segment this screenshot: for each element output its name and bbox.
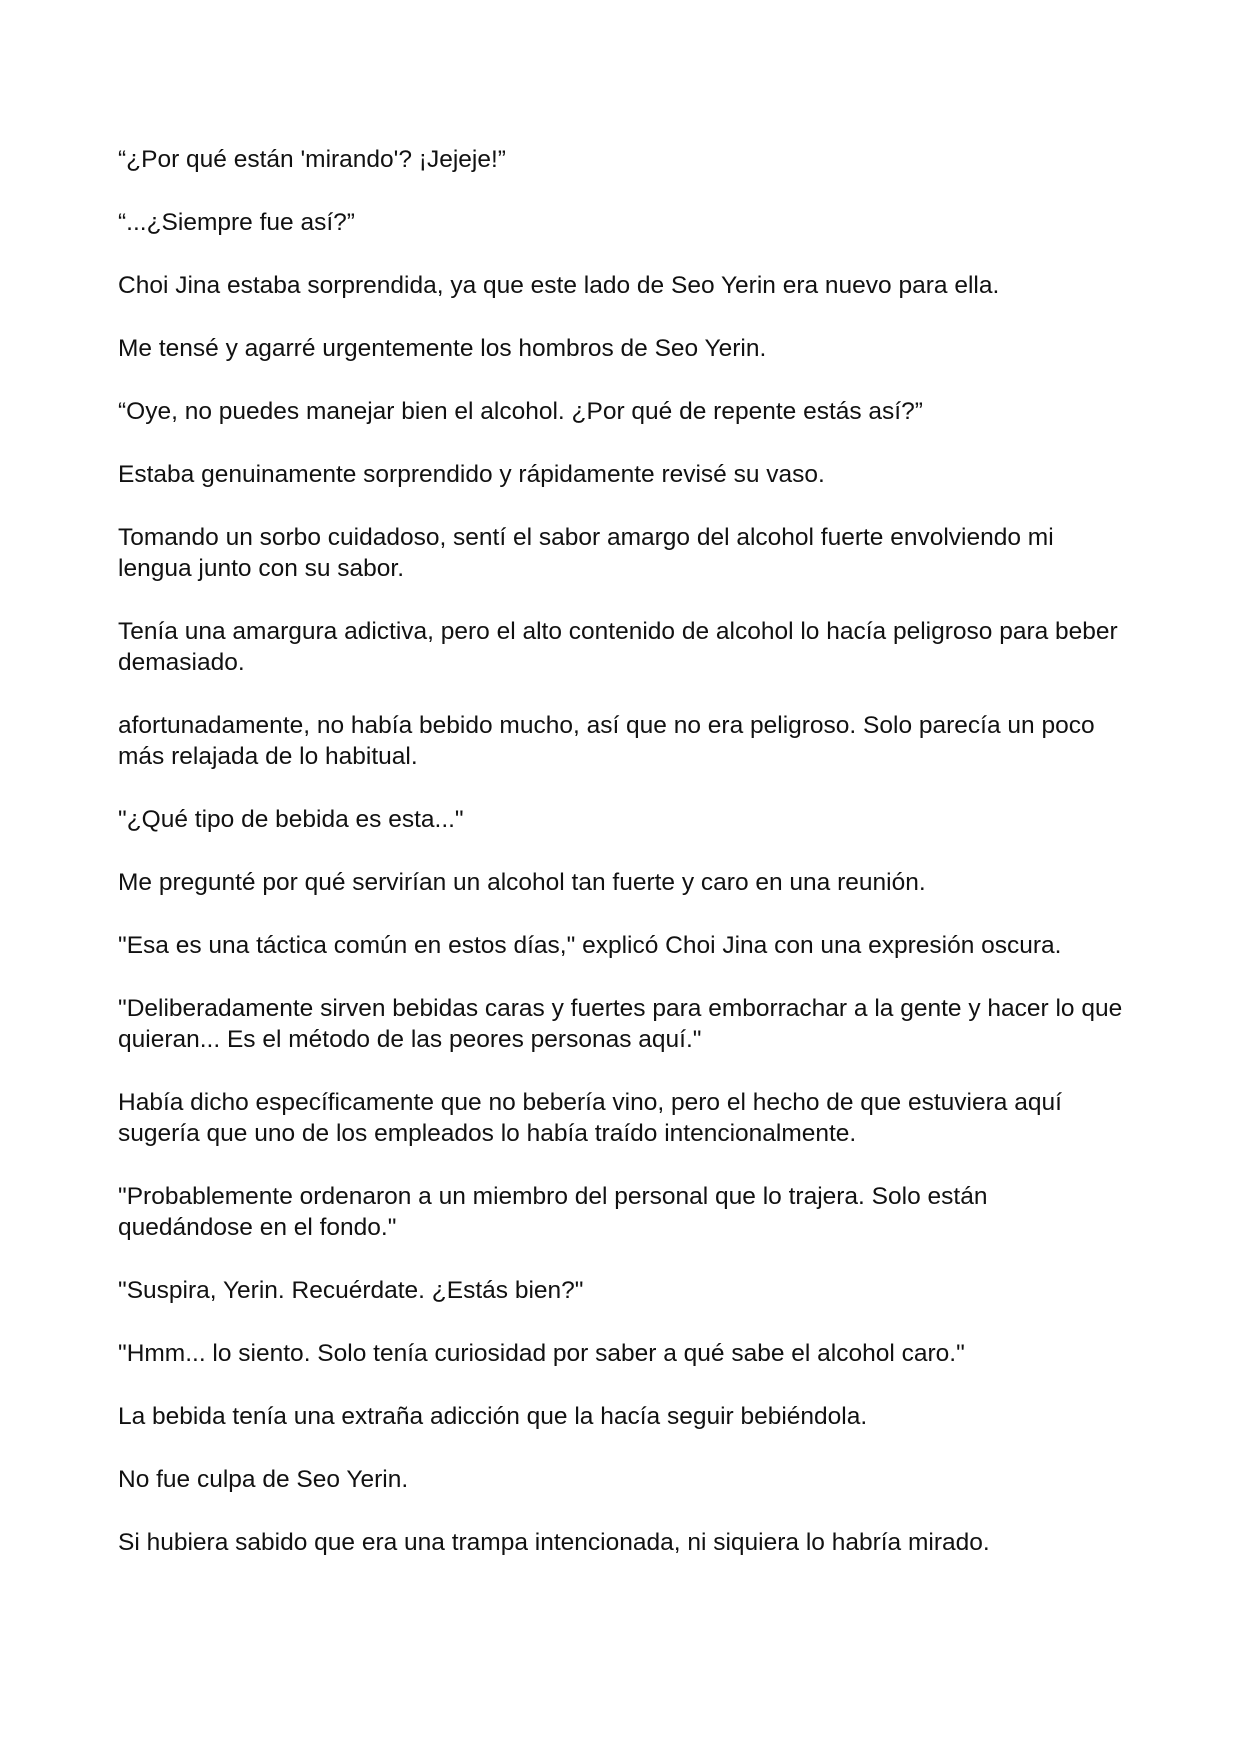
paragraph-20: Si hubiera sabido que era una trampa intencionada, ni siquiera lo habría mirado. [118,1529,990,1556]
paragraph-12: "Esa es una táctica común en estos días," explicó Choi Jina con una expresión oscura. [118,932,1062,959]
paragraph-19: No fue culpa de Seo Yerin. [118,1466,409,1493]
paragraph-18: La bebida tenía una extraña adicción que la hacía seguir bebiéndola. [118,1403,868,1430]
paragraph-8: Tenía una amargura adictiva, pero el alto contenido de alcohol lo hacía peligroso para beber demasiado. [118,618,1118,676]
paragraph-2: “...¿Siempre fue así?” [118,209,355,236]
paragraph-16: "Suspira, Yerin. Recuérdate. ¿Estás bien?" [118,1277,584,1304]
paragraph-4: Me tensé y agarré urgentemente los hombros de Seo Yerin. [118,335,767,362]
paragraph-7: Tomando un sorbo cuidadoso, sentí el sabor amargo del alcohol fuerte envolviendo mi lengua junto con su sabor. [118,524,1054,582]
paragraph-15: "Probablemente ordenaron a un miembro del personal que lo trajera. Solo están quedándose en el fondo." [118,1183,988,1241]
paragraph-6: Estaba genuinamente sorprendido y rápidamente revisé su vaso. [118,461,825,488]
paragraph-14: Había dicho específicamente que no bebería vino, pero el hecho de que estuviera aquí sugería que uno de los empleados lo había traído intencionalmente. [118,1089,1062,1147]
paragraph-9: afortunadamente, no había bebido mucho, así que no era peligroso. Solo parecía un poco más relajada de lo habitual. [118,712,1095,770]
paragraph-13: "Deliberadamente sirven bebidas caras y fuertes para emborrachar a la gente y hacer lo que quieran... Es el método de las peores personas aquí." [118,995,1123,1053]
paragraph-5: “Oye, no puedes manejar bien el alcohol. ¿Por qué de repente estás así?” [118,398,923,425]
paragraph-3: Choi Jina estaba sorprendida, ya que este lado de Seo Yerin era nuevo para ella. [118,272,1000,299]
paragraph-11: Me pregunté por qué servirían un alcohol tan fuerte y caro en una reunión. [118,869,926,896]
paragraph-1: “¿Por qué están 'mirando'? ¡Jejeje!” [118,146,506,173]
paragraph-10: "¿Qué tipo de bebida es esta..." [118,806,464,833]
paragraph-17: "Hmm... lo siento. Solo tenía curiosidad por saber a qué sabe el alcohol caro." [118,1340,965,1367]
document-body [118,144,1128,1590]
